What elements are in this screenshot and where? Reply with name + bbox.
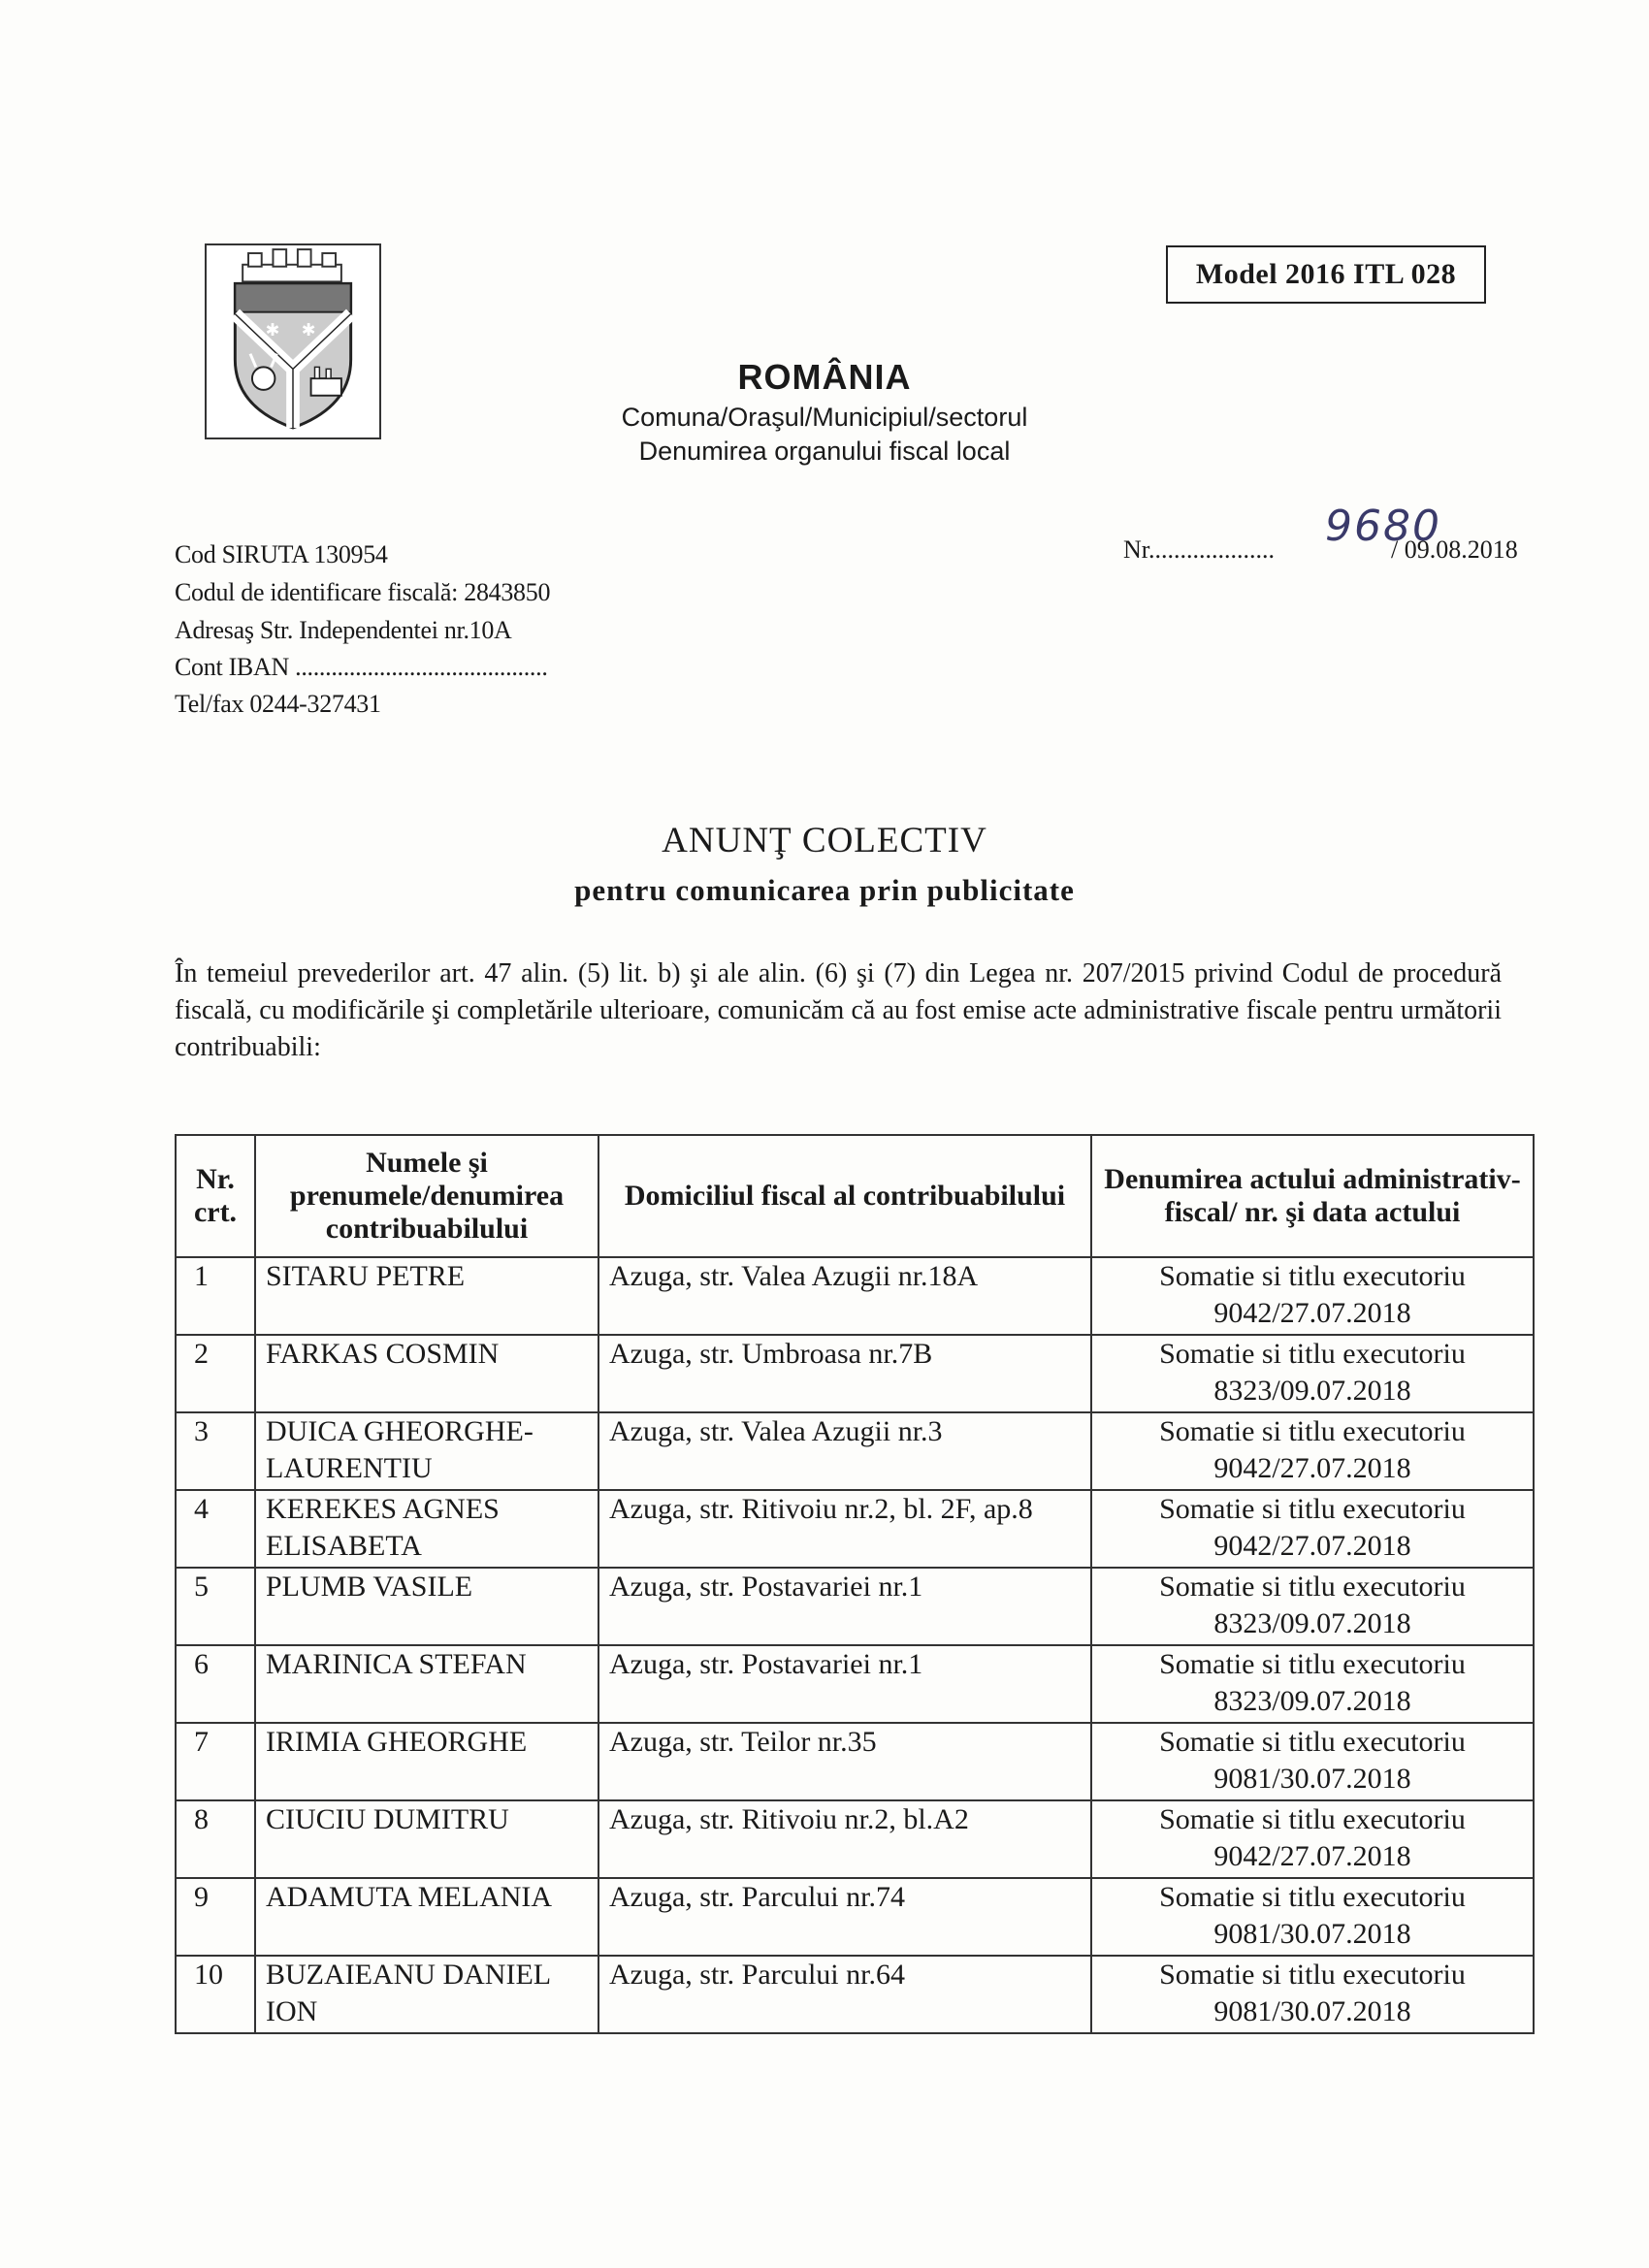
row-act (1091, 1568, 1534, 1645)
registration-date: / 09.08.2018 (1390, 535, 1518, 564)
table-header-row (176, 1135, 1534, 1257)
act-name: Somatie si titlu executoriu (1159, 1726, 1466, 1758)
row-act (1091, 1412, 1534, 1490)
svg-text:✱: ✱ (265, 321, 280, 341)
act-name: Somatie si titlu executoriu (1159, 1959, 1466, 1991)
table-row (176, 1490, 1534, 1568)
act-number: 9042/27.07.2018 (1213, 1452, 1411, 1484)
row-name: IRIMIA GHEORGHE (255, 1723, 598, 1800)
row-act (1091, 1335, 1534, 1412)
contributors-table (175, 1134, 1535, 2034)
table-row (176, 1878, 1534, 1956)
row-act (1091, 1723, 1534, 1800)
row-name: BUZAIEANU DANIEL ION (255, 1956, 598, 2033)
act-number: 9081/30.07.2018 (1213, 1995, 1411, 2027)
iban-line: Cont IBAN .......................................... (175, 653, 548, 681)
fiscal-id-code: Codul de identificare fiscală: 2843850 (175, 578, 551, 606)
row-address: Azuga, str. Ritivoiu nr.2, bl. 2F, ap.8 (598, 1490, 1091, 1568)
fiscal-body-subtitle: Denumirea organului fiscal local (638, 437, 1011, 466)
act-name: Somatie si titlu executoriu (1159, 1415, 1466, 1447)
act-number: 9081/30.07.2018 (1213, 1918, 1411, 1950)
header-name: Numele şi prenumele/denumirea contribuabilului (255, 1135, 598, 1257)
row-name: PLUMB VASILE (255, 1568, 598, 1645)
act-number: 9042/27.07.2018 (1213, 1840, 1411, 1872)
row-nr: 5 (176, 1568, 255, 1645)
row-address: Azuga, str. Postavariei nr.1 (598, 1645, 1091, 1723)
act-name: Somatie si titlu executoriu (1159, 1803, 1466, 1835)
act-name: Somatie si titlu executoriu (1159, 1260, 1466, 1292)
table-row (176, 1645, 1534, 1723)
table-row (176, 1568, 1534, 1645)
row-name: KEREKES AGNES ELISABETA (255, 1490, 598, 1568)
row-name: ADAMUTA MELANIA (255, 1878, 598, 1956)
model-label: Model 2016 ITL 028 (1166, 245, 1486, 304)
row-address: Azuga, str. Postavariei nr.1 (598, 1568, 1091, 1645)
row-act (1091, 1956, 1534, 2033)
table-row (176, 1800, 1534, 1878)
registration-dots: ................... (1154, 535, 1275, 564)
row-nr: 7 (176, 1723, 255, 1800)
row-address: Azuga, str. Valea Azugii nr.3 (598, 1412, 1091, 1490)
row-address: Azuga, str. Valea Azugii nr.18A (598, 1257, 1091, 1335)
row-address: Azuga, str. Ritivoiu nr.2, bl.A2 (598, 1800, 1091, 1878)
registration-prefix: Nr. (1123, 535, 1155, 564)
table-row (176, 1257, 1534, 1335)
document-subtitle: pentru comunicarea prin publicitate (574, 873, 1075, 907)
row-nr: 8 (176, 1800, 255, 1878)
table-body (176, 1257, 1534, 2033)
header-address: Domiciliul fiscal al contribuabilului (598, 1135, 1091, 1257)
act-number: 9042/27.07.2018 (1213, 1297, 1411, 1329)
row-nr: 2 (176, 1335, 255, 1412)
locality-subtitle: Comuna/Oraşul/Municipiul/sectorul (621, 403, 1028, 432)
row-address: Azuga, str. Umbroasa nr.7B (598, 1335, 1091, 1412)
act-name: Somatie si titlu executoriu (1159, 1571, 1466, 1603)
document-title: ANUNŢ COLECTIV (662, 821, 987, 860)
row-address: Azuga, str. Parcului nr.74 (598, 1878, 1091, 1956)
row-name: CIUCIU DUMITRU (255, 1800, 598, 1878)
row-act (1091, 1257, 1534, 1335)
act-number: 9042/27.07.2018 (1213, 1530, 1411, 1562)
siruta-code: Cod SIRUTA 130954 (175, 540, 388, 568)
act-name: Somatie si titlu executoriu (1159, 1338, 1466, 1370)
act-name: Somatie si titlu executoriu (1159, 1881, 1466, 1913)
row-name: DUICA GHEORGHE-LAURENTIU (255, 1412, 598, 1490)
row-act (1091, 1490, 1534, 1568)
act-number: 9081/30.07.2018 (1213, 1763, 1411, 1795)
address-line: Adresaş Str. Independentei nr.10A (175, 616, 512, 644)
act-name: Somatie si titlu executoriu (1159, 1493, 1466, 1525)
table-row (176, 1723, 1534, 1800)
row-address: Azuga, str. Parcului nr.64 (598, 1956, 1091, 2033)
row-act (1091, 1878, 1534, 1956)
row-name: FARKAS COSMIN (255, 1335, 598, 1412)
act-number: 8323/09.07.2018 (1213, 1685, 1411, 1717)
row-nr: 6 (176, 1645, 255, 1723)
registration-number (1123, 502, 1518, 567)
row-name: SITARU PETRE (255, 1257, 598, 1335)
country-title: ROMÂNIA (737, 357, 912, 397)
phone-line: Tel/fax 0244-327431 (175, 690, 381, 718)
row-nr: 10 (176, 1956, 255, 2033)
row-address: Azuga, str. Teilor nr.35 (598, 1723, 1091, 1800)
row-act (1091, 1645, 1534, 1723)
row-nr: 3 (176, 1412, 255, 1490)
act-number: 8323/09.07.2018 (1213, 1607, 1411, 1639)
act-name: Somatie si titlu executoriu (1159, 1648, 1466, 1680)
intro-paragraph: În temeiul prevederilor art. 47 alin. (5) lit. b) şi ale alin. (6) şi (7) din Legea nr. 207/2015 privind Codul de procedură fiscală, cu modificările şi completările ulterioare, comunicăm că au fost emise acte administrative fiscale pentru următorii contribuabili: (175, 958, 1502, 1062)
header-act: Denumirea actului administrativ-fiscal/ nr. şi data actului (1091, 1135, 1534, 1257)
header-nr: Nr. crt. (176, 1135, 255, 1257)
row-nr: 4 (176, 1490, 255, 1568)
svg-text:✱: ✱ (301, 321, 316, 341)
row-act (1091, 1800, 1534, 1878)
row-nr: 9 (176, 1878, 255, 1956)
row-name: MARINICA STEFAN (255, 1645, 598, 1723)
act-number: 8323/09.07.2018 (1213, 1375, 1411, 1407)
table-row (176, 1412, 1534, 1490)
row-nr: 1 (176, 1257, 255, 1335)
table-row (176, 1956, 1534, 2033)
table-row (176, 1335, 1534, 1412)
handwritten-number: 9680 (1325, 502, 1441, 551)
